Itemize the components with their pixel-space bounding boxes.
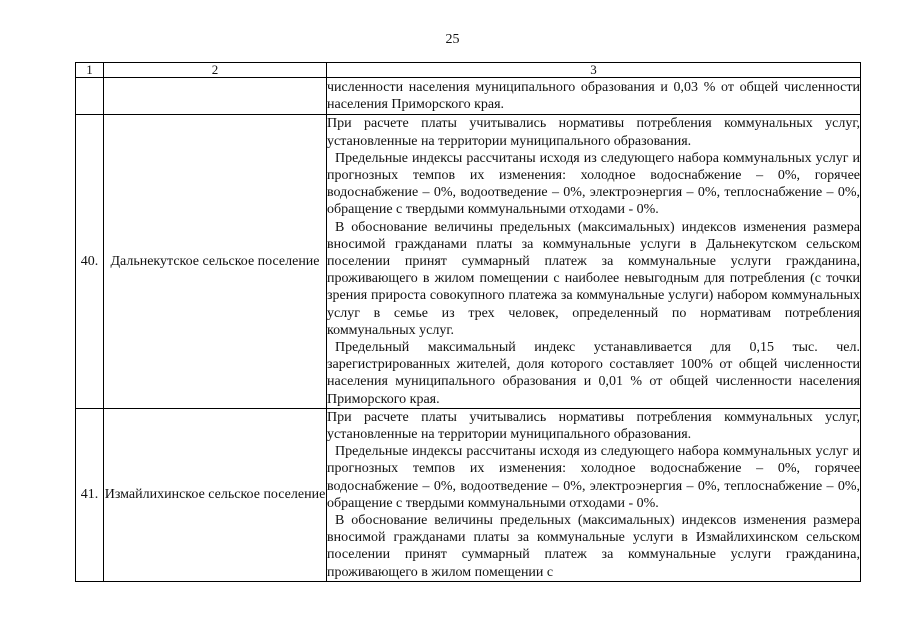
continuation-name-cell [104, 78, 327, 115]
continuation-row [76, 78, 861, 115]
paragraph: При расчете платы учитывались нормативы потребления коммунальных услуг, установленные на территории муниципального образования. [327, 116, 860, 149]
page-number: 25 [445, 32, 460, 47]
continuation-number-cell [76, 78, 104, 115]
row-number: 40. [76, 115, 104, 408]
paragraph: Предельные индексы рассчитаны исходя из следующего набора коммунальных услуг и прогнозных темпов их изменения: холодное водоснабжение – 0%, горячее водоснабжение – 0%, водоотведение – 0%, электроэнергия – 0%, теплоснабжение – 0%, обращение с твердыми коммунальными отходами - 0%. [327, 150, 860, 218]
settlement-name: Измайлихинское сельское поселение [104, 408, 327, 581]
row-number: 41. [76, 408, 104, 581]
paragraph: В обоснование величины предельных (максимальных) индексов изменения размера вносимой гражданами платы за коммунальные услуги в Дальнекутском сельском поселении принят суммарный платеж за коммунальные услуги гражданина, проживающего в жилом помещении с наиболее невыгодным для потребления (с точки зрения прироста совокупного платежа за коммунальные услуги) набором коммунальных услуг в семье из трех человек, определенный по нормативам потребления коммунальных услуг. [327, 219, 860, 338]
row-description [327, 408, 861, 581]
paragraph: При расчете платы учитывались нормативы потребления коммунальных услуг, установленные на территории муниципального образования. [327, 409, 860, 443]
header-cell-1: 1 [76, 63, 104, 78]
header-cell-3: 3 [327, 63, 861, 78]
continuation-text-cell [327, 78, 861, 115]
header-cell-2: 2 [104, 63, 327, 78]
municipal-index-table [75, 62, 861, 582]
paragraph: Предельные индексы рассчитаны исходя из следующего набора коммунальных услуг и прогнозных темпов их изменения: холодное водоснабжение – 0%, горячее водоснабжение – 0%, водоотведение – 0%, электроэнергия – 0%, теплоснабжение – 0%, обращение с твердыми коммунальными отходами - 0%. [327, 444, 860, 511]
settlement-name: Дальнекутское сельское поселение [104, 115, 327, 408]
row-description [327, 115, 861, 408]
table-row-41 [76, 408, 861, 581]
continuation-paragraph: численности населения муниципального образования и 0,03 % от общей численности населения Приморского края. [327, 80, 860, 113]
paragraph: В обоснование величины предельных (максимальных) индексов изменения размера вносимой гражданами платы за коммунальные услуги в Измайлихинском сельском поселении принят суммарный платеж за коммунальные услуги гражданина, проживающего в жилом помещении с [327, 513, 860, 580]
paragraph: Предельный максимальный индекс устанавливается для 0,15 тыс. чел. зарегистрированных жителей, доля которого составляет 100% от общей численности населения муниципального образования и 0,01 % от общей численности населения Приморского края. [327, 340, 860, 407]
table-header-row [76, 63, 861, 78]
table-row-40 [76, 115, 861, 408]
